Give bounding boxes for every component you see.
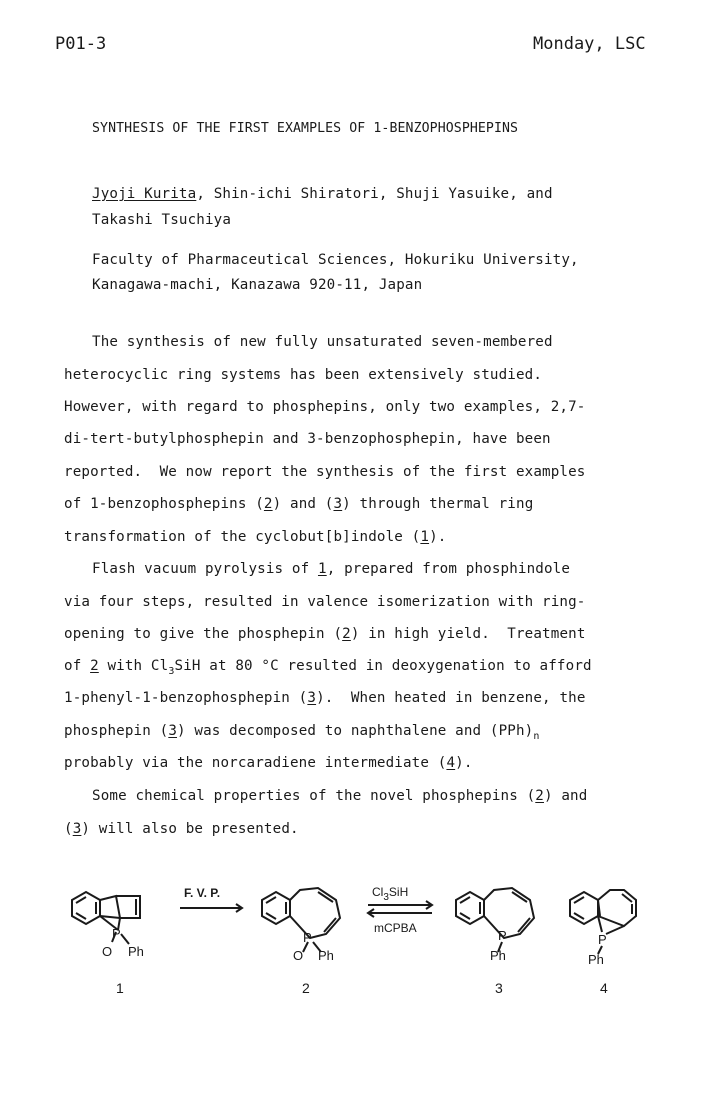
compound-ref: 3 [72, 821, 82, 837]
phosphorus-atom: P [498, 928, 507, 943]
phosphorus-atom: P [303, 930, 312, 945]
oxygen-atom: O [102, 944, 113, 959]
p2-line: 1-phenyl-1-benzophosphepin (3). When heated in benzene, the [64, 690, 586, 706]
authors-line-1 [92, 186, 553, 202]
phenyl-group: Ph [490, 948, 506, 963]
paper-code: P01-3 [55, 34, 107, 54]
p1-line: di-tert-butylphosphepin and 3-benzophosphepin, have been [64, 431, 551, 447]
compound-ref: 2 [90, 658, 99, 674]
compound-number: 3 [495, 980, 503, 996]
compound-ref: 3 [333, 496, 343, 512]
p2-line: probably via the norcaradiene intermediate (4). [64, 755, 473, 771]
compound-ref: 2 [263, 496, 273, 512]
p1-line: The synthesis of new fully unsaturated seven-membered [92, 334, 553, 350]
paper-title: SYNTHESIS OF THE FIRST EXAMPLES OF 1-BENZOPHOSPHEPINS [92, 121, 519, 136]
presenting-author: Jyoji Kurita [92, 186, 197, 202]
compound-3-structure [456, 888, 534, 952]
compound-ref: 3 [168, 723, 178, 739]
compound-ref: 2 [535, 788, 544, 804]
reagent-label-bottom: mCPBA [374, 921, 417, 935]
p1-line: transformation of the cyclobut[b]indole (1). [64, 529, 447, 545]
coauthors: , Shin-ichi Shiratori, Shuji Yasuike, and [196, 186, 553, 202]
p2-line: Flash vacuum pyrolysis of 1, prepared from phosphindole [92, 561, 571, 577]
reagent-label-top: $Cl_3SiH$ [372, 885, 409, 903]
compound-ref: 2 [342, 626, 351, 642]
affiliation-line-1: Faculty of Pharmaceutical Sciences, Hokuriku University, [92, 252, 579, 268]
p3-line: Some chemical properties of the novel phosphepins (2) and [92, 788, 588, 804]
p1-line: heterocyclic ring systems has been extensively studied. [64, 367, 543, 383]
compound-number: 4 [600, 980, 608, 996]
phenyl-group: Ph [318, 948, 334, 963]
p2-line: of 2 with $Cl_3SiH$ at 80 °C resulted in deoxygenation to afford [64, 658, 592, 677]
oxygen-atom: O [293, 948, 304, 963]
session-label: Monday, LSC [533, 34, 646, 54]
phenyl-group: Ph [588, 952, 604, 967]
compound-number: 1 [116, 980, 124, 996]
compound-ref: 3 [307, 690, 317, 706]
reaction-scheme [0, 860, 704, 1020]
compound-ref: 1 [420, 529, 430, 545]
phosphorus-atom: P [598, 932, 607, 947]
authors-line-2: Takashi Tsuchiya [92, 212, 232, 228]
compound-number: 2 [302, 980, 310, 996]
compound-ref: 4 [446, 755, 456, 771]
p2-line: opening to give the phosphepin (2) in high yield. Treatment [64, 626, 586, 642]
phosphorus-atom: P [112, 926, 121, 941]
p3-line: (3) will also be presented. [64, 821, 299, 837]
p1-line: reported. We now report the synthesis of the first examples [64, 464, 586, 480]
compound-2-structure [262, 888, 340, 952]
p2-line: phosphepin (3) was decomposed to naphthalene and $(PPh)_n$ [64, 723, 540, 742]
compound-1-structure [72, 892, 140, 944]
fvp-label: F. V. P. [184, 886, 221, 900]
affiliation-line-2: Kanagawa-machi, Kanazawa 920-11, Japan [92, 277, 423, 293]
p1-line: However, with regard to phosphepins, only two examples, 2,7- [64, 399, 586, 415]
phenyl-group: Ph [128, 944, 144, 959]
compound-ref: 1 [317, 561, 327, 577]
p2-line: via four steps, resulted in valence isomerization with ring- [64, 594, 586, 610]
p1-line: of 1-benzophosphepins (2) and (3) through thermal ring [64, 496, 534, 512]
